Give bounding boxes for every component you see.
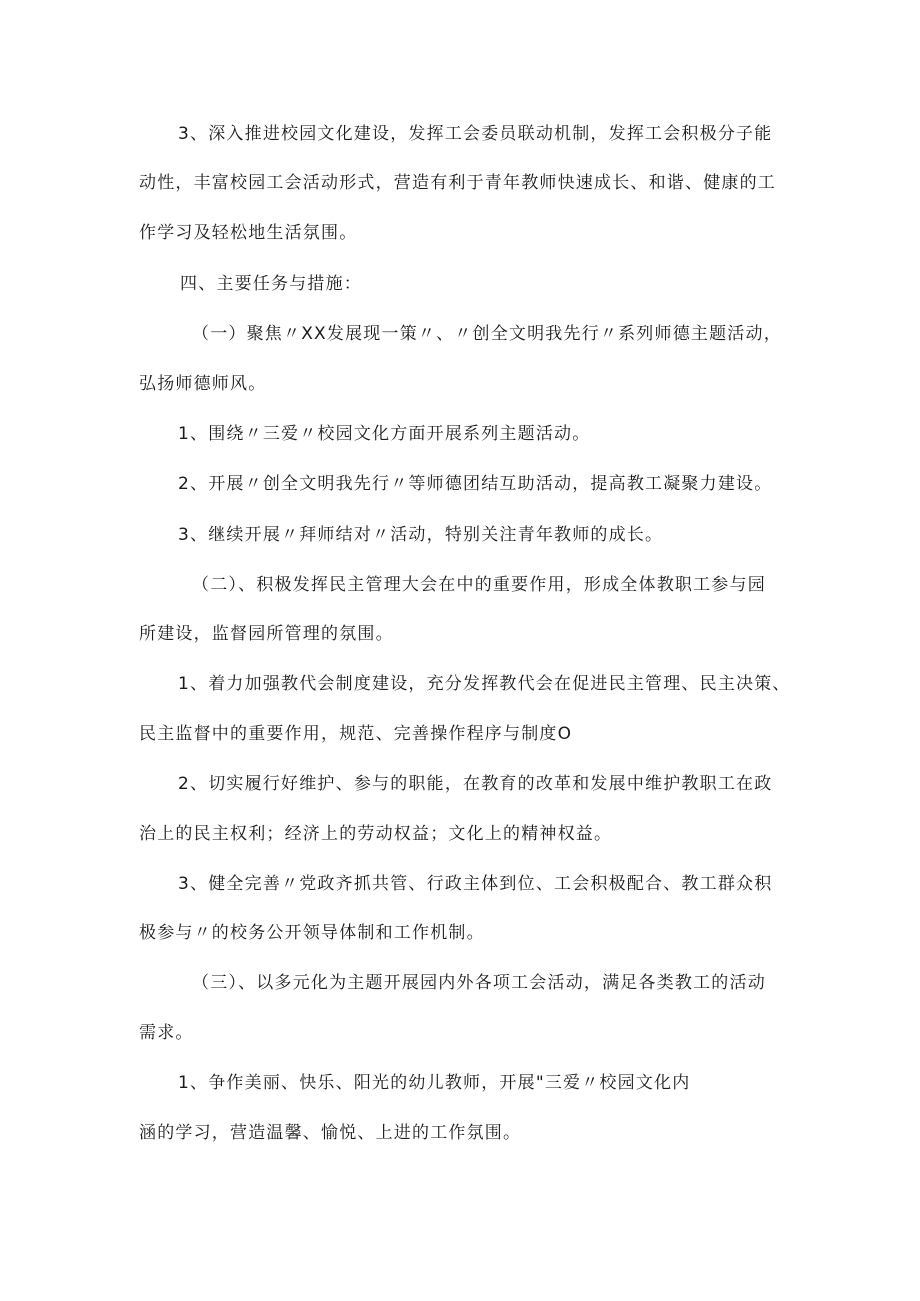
list-item: 1、争作美丽、快乐、阳光的幼儿教师，开展"三爱〃校园文化内 (178, 1073, 691, 1093)
paragraph-line: 作学习及轻松地生活氛围。 (139, 223, 358, 243)
paragraph-line: 3、深入推进校园文化建设，发挥工会委员联动机制，发挥工会积极分子能 (178, 124, 773, 144)
paragraph-line: 所建设，监督园所管理的氛围。 (139, 624, 394, 644)
subsection-heading: （一）聚焦〃XX发展现一策〃、〃创全文明我先行〃系列师德主题活动， (192, 324, 782, 344)
paragraph-line: 弘扬师德师风。 (139, 374, 267, 394)
list-item: 3、健全完善〃党政齐抓共管、行政主体到位、工会积极配合、教工群众积 (178, 874, 773, 894)
list-item: 2、切实履行好维护、参与的职能，在教育的改革和发展中维护教职工在政 (178, 774, 773, 794)
section-heading: 四、主要任务与措施： (180, 274, 362, 294)
paragraph-line: 治上的民主权利；经济上的劳动权益；文化上的精神权益。 (139, 824, 613, 844)
paragraph-line: 民主监督中的重要作用，规范、完善操作程序与制度O (139, 724, 573, 744)
paragraph-line: 涵的学习，营造温馨、愉悦、上进的工作氛围。 (139, 1123, 522, 1143)
list-item: 1、着力加强教代会制度建设，充分发挥教代会在促进民主管理、民主决策、 (178, 674, 791, 694)
paragraph-line: 需求。 (139, 1023, 194, 1043)
paragraph-line: 动性，丰富校园工会活动形式，营造有利于青年教师快速成长、和谐、健康的工 (139, 173, 776, 193)
list-item: 3、继续开展〃拜师结对〃活动，特别关注青年教师的成长。 (178, 525, 664, 545)
list-item: 1、围绕〃三爱〃校园文化方面开展系列主题活动。 (178, 424, 591, 444)
list-item: 2、开展〃创全文明我先行〃等师德团结互助活动，提高教工凝聚力建设。 (178, 474, 773, 494)
subsection-heading: （三）、以多元化为主题开展园内外各项工会活动，满足各类教工的活动 (192, 973, 766, 993)
paragraph-line: 极参与〃的校务公开领导体制和工作机制。 (139, 923, 485, 943)
subsection-heading: （二）、积极发挥民主管理大会在中的重要作用，形成全体教职工参与园 (192, 575, 766, 595)
